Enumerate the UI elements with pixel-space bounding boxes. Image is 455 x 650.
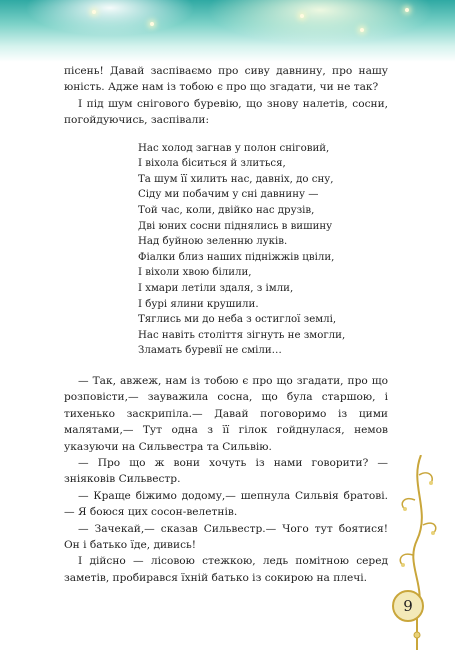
poem-line: Дві юних сосни піднялись в вишину [138,220,333,232]
paragraph: пісень! Давай заспіваємо про сиву давнину, про нашу юність. Адже нам із тобою є про що згадати, чи не так? [64,65,388,94]
poem-line: Нас навіть століття зігнуть не змогли, [138,329,346,341]
poem-line: Сіду ми побачим у сні давнину — [138,189,319,201]
poem-line: Той час, коли, двійко нас друзів, [138,205,315,216]
poem-line: І бурі ялини крушили. [138,298,259,310]
poem-line: Фіалки близ наших підніжжів цвіли, [138,251,335,263]
poem-line: І віхола біситься й злиться, [138,158,286,170]
poem-line: Над буйною зеленню луків. [138,236,288,248]
sparkle-icon [300,14,304,18]
paragraph: І дійсно — лісовою стежкою, ледь помітною серед заметів, пробирався їхній батько із сокирою на плечі. [64,555,388,584]
poem-line: Нас холод загнав у полон сніговий, [138,142,330,154]
paragraph: — Зачекай,— сказав Сильвестр.— Чого тут боятися! Он і батько їде, дивись! [64,522,388,551]
paragraph: — Так, авжеж, нам із тобою є про що згадати, про що розповісти,— зауважила сосна, що була старшою, і тихенько заскрипіла.— Давай поговоримо із цими малятами,— Тут одна з її гілок гойднулася, немов указуючи на Сильвестра та Сильвію. [64,374,388,453]
poem-line: І хмари летіли здаля, з імли, [138,282,294,294]
paragraph: — Про що ж вони хочуть із нами говорити? — зніяковів Сильвестр. [64,456,388,486]
poem [64,141,388,359]
poem-line: Зламать буревії не сміли… [138,345,282,357]
poem-line: І віхоли хвою білили, [138,267,252,279]
sparkle-icon [92,10,96,14]
vine-ornament-icon [391,455,441,650]
sparkle-icon [405,8,409,12]
header-decoration [0,0,455,62]
poem-line: Тяглись ми до неба з остиглої землі, [138,314,337,326]
paragraph: — Краще біжимо додому,— шепнула Сильвія братові.— Я боюся цих сосон-велетнів. [64,489,388,519]
page-text [64,63,388,586]
paragraph: І під шум снігового буревію, що знову налетів, сосни, погойдуючись, заспівали: [64,97,388,127]
sparkle-icon [150,22,154,26]
poem-line: Та шум її хилить нас, давніх, до сну, [138,173,334,185]
sparkle-icon [360,28,364,32]
page-number: 9 [392,590,424,622]
